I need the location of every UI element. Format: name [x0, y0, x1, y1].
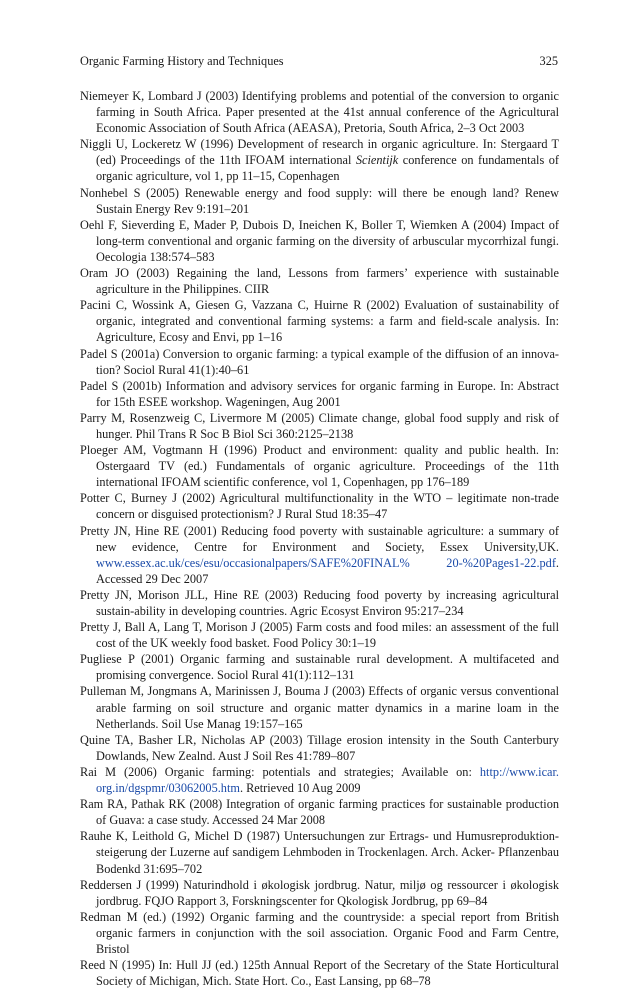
reference-text: Redman M (ed.) (1992) Organic farming and the countryside: a special report from British organic farmers in conjunction with the soil association. Organic Food and Farm Centre, Bristol: [80, 909, 559, 956]
reference-text: Quine TA, Basher LR, Nicholas AP (2003) Tillage erosion intensity in the South Canterbury Dowlands, New Zealnd. Aust J Soil Res 41:789–807: [80, 732, 559, 763]
reference-entry: [80, 683, 559, 731]
reference-entry: [80, 217, 559, 265]
reference-url-link[interactable]: www.essex.ac.uk/ces/esu/occasionalpapers/SAFE%20FINAL% 20-%20Pages1-22.pdf: [96, 555, 556, 570]
reference-text: Pretty JN, Morison JLL, Hine RE (2003) Reducing food poverty by increasing agricultural sustain-ability in developing countries. Agric Ecosyst Environ 95:217–234: [80, 587, 559, 618]
reference-text: Oehl F, Sieverding E, Mader P, Dubois D, Ineichen K, Boller T, Wiemken A (2004) Impact of long-term conventional and organic farming on the diversity of arbuscular mycorrhizal fungi. Oecologia 138:574–583: [80, 217, 559, 264]
reference-text: Parry M, Rosenzweig C, Livermore M (2005) Climate change, global food supply and risk of hunger. Phil Trans R Soc B Biol Sci 360:2125–2138: [80, 410, 559, 441]
page-number: 325: [539, 54, 558, 68]
reference-text: Pulleman M, Jongmans A, Marinissen J, Bouma J (2003) Effects of organic versus conventional arable farming on soil structure and organic matter dynamics in a marine loam in the Netherlands. Soil Use Manag 19:157–165: [80, 684, 559, 731]
reference-url-link[interactable]: http://www.icar. org.in/dgspmr/03062005.htm: [96, 764, 559, 796]
reference-text: conference on fundamentals of organic agriculture, vol 1, pp 11–15, Copenhagen: [96, 153, 559, 184]
reference-entry: [80, 828, 559, 876]
reference-text: Reed N (1995) In: Hull JJ (ed.) 125th Annual Report of the Secretary of the State Horticultural Society of Michigan, Mich. State Hort. Co., East Lansing, pp 68–78: [80, 958, 559, 989]
reference-entry: [80, 619, 559, 651]
reference-entry: [80, 587, 559, 619]
reference-entry: [80, 523, 559, 587]
reference-entry: [80, 410, 559, 442]
reference-entry: [80, 877, 559, 909]
reference-entry: [80, 346, 559, 378]
reference-entry: [80, 265, 559, 297]
reference-entry: [80, 88, 559, 136]
reference-entry: [80, 796, 559, 828]
reference-text: Oram JO (2003) Regaining the land, Lessons from farmers’ experience with sustainable agriculture in the Philippines. CIIR: [80, 266, 559, 297]
reference-list: [80, 88, 559, 989]
reference-text: Reddersen J (1999) Naturindhold i økologisk jordbrug. Natur, miljø og ressourcer i økologisk jordbrug. FQJO Rapport 3, Forskningscenter for Qkologisk Jordbrug, pp 69–84: [80, 877, 559, 908]
reference-entry: [80, 378, 559, 410]
reference-text: Padel S (2001a) Conversion to organic farming: a typical example of the diffusion of an innova-tion? Sociol Rural 41(1):40–61: [80, 346, 559, 377]
reference-text: Rai M (2006) Organic farming: potentials and strategies; Available on:: [80, 764, 480, 779]
reference-text: Pretty J, Ball A, Lang T, Morison J (2005) Farm costs and food miles: an assessment of the full cost of the UK weekly food basket. Food Policy 30:1–19: [80, 620, 559, 651]
reference-text: . Retrieved 10 Aug 2009: [239, 781, 361, 796]
reference-entry: [80, 651, 559, 683]
reference-entry: [80, 732, 559, 764]
reference-entry: [80, 185, 559, 217]
reference-entry: [80, 957, 559, 989]
reference-text: Pugliese P (2001) Organic farming and sustainable rural development. A multifaceted and promising convergence. Sociol Rural 41(1):112–131: [80, 652, 559, 683]
reference-text: Ram RA, Pathak RK (2008) Integration of organic farming practices for sustainable production of Guava: a case study. Accessed 24 Mar 2008: [80, 797, 559, 828]
reference-text: . Accessed 29 Dec 2007: [96, 555, 559, 586]
reference-text: Pacini C, Wossink A, Giesen G, Vazzana C, Huirne R (2002) Evaluation of sustainability of organic, integrated and conventional farming systems: a farm and field-scale analysis. In: Agriculture, Ecosy and Envi, pp 1–16: [80, 298, 559, 345]
reference-text: Pretty JN, Hine RE (2001) Reducing food poverty with sustainable agriculture: a summary of new evidence, Centre for Environment and Society, Essex University,UK.: [80, 523, 559, 554]
reference-italic-text: Scientijk: [355, 153, 399, 168]
reference-text: Nonhebel S (2005) Renewable energy and food supply: will there be enough land? Renew Sustain Energy Rev 9:191–201: [80, 185, 559, 216]
reference-entry: [80, 490, 559, 522]
reference-text: Niemeyer K, Lombard J (2003) Identifying problems and potential of the conversion to organic farming in South Africa. Paper presented at the 41st annual conference of the Agricultural Economic Association of South Africa (AEASA), Pretoria, South Africa, 2–3 Oct 2003: [80, 89, 559, 136]
reference-entry: [80, 297, 559, 345]
reference-entry: [80, 442, 559, 490]
reference-entry: [80, 136, 559, 184]
running-title: Organic Farming History and Techniques: [80, 54, 284, 68]
reference-text: Potter C, Burney J (2002) Agricultural multifunctionality in the WTO – legitimate non-trade concern or disguised protectionism? J Rural Stud 18:35–47: [80, 491, 559, 522]
reference-text: Rauhe K, Leithold G, Michel D (1987) Untersuchungen zur Ertrags- und Humusreproduktion-steigerung der Luzerne auf sandigem Lehmboden in Trockenlagen. Arch. Acker- Pflanzenbau Bodenkd 31:695–702: [80, 829, 559, 876]
reference-text: Niggli U, Lockeretz W (1996) Development of research in organic agriculture. In: Stergaard T (ed) Proceedings of the 11th IFOAM international: [80, 137, 559, 168]
reference-text: Padel S (2001b) Information and advisory services for organic farming in Europe. In: Abstract for 15th ESEE workshop. Wageningen, Aug 2001: [80, 378, 559, 409]
running-head: [80, 53, 558, 69]
reference-entry: [80, 909, 559, 957]
reference-text: Ploeger AM, Vogtmann H (1996) Product and environment: quality and public health. In: Ostergaard TV (ed.) Fundamentals of organic agriculture. Proceedings of the 11th international IFOAM scientific conference, vol 1, Copenhagen, pp 176–189: [80, 443, 559, 490]
reference-entry: [80, 764, 559, 796]
